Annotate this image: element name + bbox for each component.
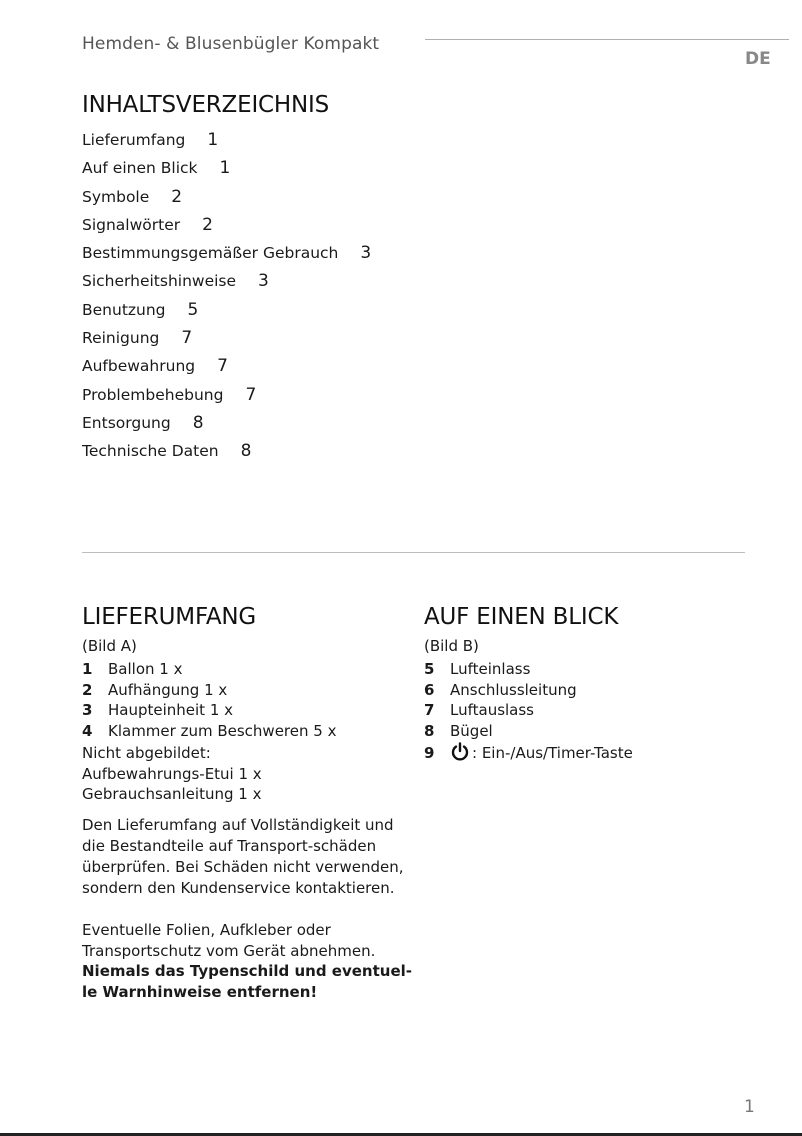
item-number: 3 <box>82 701 93 719</box>
toc-entry[interactable] <box>82 328 371 356</box>
list-item <box>424 701 633 722</box>
toc-entry-page: 1 <box>219 158 231 179</box>
auf-einen-blick-figure-ref: (Bild B) <box>424 637 479 655</box>
toc-entry[interactable] <box>82 187 371 215</box>
item-text: Aufhängung 1 x <box>108 680 228 699</box>
item-text: : Ein-/Aus/Timer-Taste <box>472 744 633 762</box>
toc-entry-label: Problembehebung <box>82 385 224 404</box>
header-divider <box>425 39 789 40</box>
item-number: 1 <box>82 660 93 678</box>
item-text: Lufteinlass <box>450 660 531 678</box>
toc-entry[interactable] <box>82 356 371 384</box>
toc-entry-page: 2 <box>171 186 183 207</box>
lieferumfang-figure-ref: (Bild A) <box>82 637 137 655</box>
toc-entry-label: Benutzung <box>82 300 166 319</box>
list-item <box>424 742 633 763</box>
toc-entry-page: 2 <box>202 214 213 235</box>
not-shown-item: Gebrauchsanleitung 1 x <box>82 785 262 803</box>
toc-entry-page: 7 <box>181 328 193 349</box>
item-text: Anschlussleitung <box>450 680 577 699</box>
item-number: 7 <box>424 701 435 719</box>
toc-entry-page: 8 <box>240 441 252 462</box>
toc-entry[interactable] <box>82 413 371 441</box>
toc-entry-page: 8 <box>192 412 204 433</box>
toc-entry-label: Symbole <box>82 187 150 206</box>
power-icon <box>450 742 470 762</box>
auf-einen-blick-heading: AUF EINEN BLICK <box>424 604 619 630</box>
packaging-paragraph: Eventuelle Folien, Aufkleber oder Transportschutz vom Gerät abnehmen. <box>82 921 376 960</box>
item-text: Klammer zum Beschweren 5 x <box>108 721 337 740</box>
item-number: 8 <box>424 721 435 740</box>
list-item <box>424 722 633 743</box>
language-badge: DE <box>745 49 771 69</box>
list-item <box>82 660 336 681</box>
item-number: 9 <box>424 744 435 762</box>
toc-entry[interactable] <box>82 441 371 469</box>
list-item <box>424 660 633 681</box>
warning-paragraph: Niemals das Typenschild und eventuel-le Warnhinweise entfernen! <box>82 962 412 1001</box>
toc-entry-page: 5 <box>187 299 199 320</box>
item-number: 4 <box>82 721 93 740</box>
toc-entry-page: 1 <box>207 130 219 150</box>
list-item <box>82 701 336 722</box>
toc-entry-page: 3 <box>258 271 269 292</box>
lieferumfang-heading: LIEFERUMFANG <box>82 604 257 630</box>
list-item <box>82 681 336 702</box>
toc-entry-page: 3 <box>360 243 372 264</box>
toc-entry[interactable] <box>82 271 371 299</box>
toc-entry-label: Sicherheitshinweise <box>82 272 237 291</box>
toc-entry-page: 7 <box>245 384 257 405</box>
toc-entry-label: Lieferumfang <box>82 131 186 149</box>
toc-entry-label: Aufbewahrung <box>82 357 196 376</box>
item-text: Haupteinheit 1 x <box>108 701 234 719</box>
toc-entry-label: Technische Daten <box>82 442 219 461</box>
toc-entry-page: 7 <box>217 356 228 377</box>
toc-entry-label: Signalwörter <box>82 215 181 234</box>
list-item <box>424 681 633 702</box>
page-number: 1 <box>744 1097 755 1117</box>
item-number: 6 <box>424 680 435 699</box>
toc-entry[interactable] <box>82 130 371 158</box>
toc-heading: INHALTSVERZEICHNIS <box>82 92 329 118</box>
toc-entry-label: Reinigung <box>82 329 160 348</box>
item-text: Bügel <box>450 721 493 740</box>
item-text: Luftauslass <box>450 701 535 719</box>
auf-einen-blick-list <box>424 660 633 763</box>
lieferumfang-list <box>82 660 336 742</box>
toc-entry[interactable] <box>82 300 371 328</box>
inspection-paragraph: Den Lieferumfang auf Vollständigkeit und die Bestandteile auf Transport-schäden überprüfen. Bei Schäden nicht verwenden, sondern den Kundenservice kontaktieren. <box>82 816 404 897</box>
not-shown-item: Aufbewahrungs-Etui 1 x <box>82 765 262 783</box>
toc-list <box>82 130 371 470</box>
item-text: Ballon 1 x <box>108 660 183 678</box>
toc-entry-label: Auf einen Blick <box>82 159 198 178</box>
document-title: Hemden- & Blusenbügler Kompakt <box>82 34 380 54</box>
toc-entry[interactable] <box>82 215 371 243</box>
toc-entry[interactable] <box>82 158 371 186</box>
list-item <box>82 722 336 743</box>
toc-entry[interactable] <box>82 385 371 413</box>
item-number: 5 <box>424 660 435 678</box>
not-shown-label: Nicht abgebildet: <box>82 744 211 762</box>
toc-entry-label: Bestimmungsgemäßer Gebrauch <box>82 244 339 263</box>
toc-entry-label: Entsorgung <box>82 413 171 432</box>
item-number: 2 <box>82 680 93 699</box>
toc-entry[interactable] <box>82 243 371 271</box>
section-divider <box>82 552 745 553</box>
